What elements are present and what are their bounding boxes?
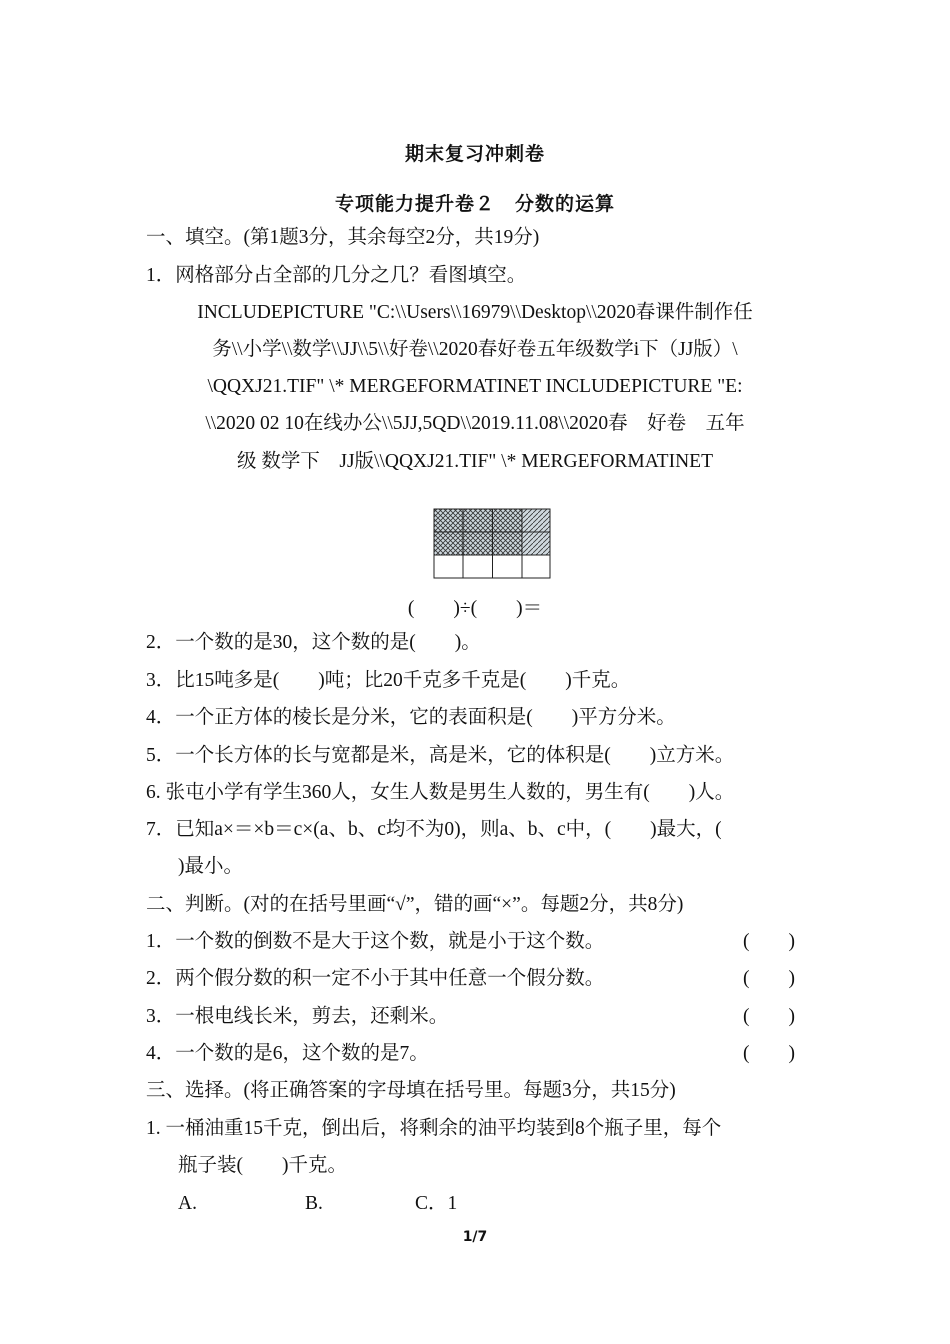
- section2-heading: 二、判断。(对的在括号里画“√”，错的画“×”。每题2分，共8分): [146, 894, 684, 915]
- judge-item-2: 2．两个假分数的积一定不小于其中任意一个假分数。: [146, 968, 605, 989]
- question-6: 6. 张屯小学有学生360人，女生人数是男生人数的，男生有( )人。: [146, 782, 735, 803]
- judge-item-4: 4．一个数的是6，这个数的是7。: [146, 1043, 429, 1064]
- question-5: 5．一个长方体的长与宽都是米，高是米，它的体积是( )立方米。: [146, 745, 735, 766]
- field-code-line: INCLUDEPICTURE "C:\\Users\\16979\\Desktop\\2020春课件制作任: [197, 302, 753, 323]
- grid-figure: [433, 508, 551, 579]
- question-2: 2．一个数的是30，这个数的是( )。: [146, 632, 481, 653]
- choice-question-1-cont: 瓶子装( )千克。: [178, 1155, 347, 1176]
- question-4: 4．一个正方体的棱长是分米，它的表面积是( )平方分米。: [146, 707, 676, 728]
- page-number: 1/7: [462, 1229, 488, 1245]
- option-c: C．1: [415, 1193, 458, 1214]
- question-7-cont: )最小。: [178, 856, 243, 877]
- field-code-line: \\2020 02 10在线办公\\5JJ,5QD\\2019.11.08\\2020春 好卷 五年: [205, 413, 745, 434]
- question-3: 3．比15吨多是( )吨；比20千克多千克是( )千克。: [146, 670, 631, 691]
- answer-paren: ( ): [743, 1006, 795, 1027]
- option-b: B.: [305, 1193, 323, 1214]
- field-code-line: \QQXJ21.TIF" \* MERGEFORMATINET INCLUDEPICTURE "E:: [207, 376, 743, 397]
- doc-subtitle: 专项能力提升卷２ 分数的运算: [334, 194, 615, 215]
- doc-title: 期末复习冲刺卷: [404, 144, 545, 165]
- question-1: 1．网格部分占全部的几分之几？看图填空。: [146, 265, 527, 286]
- section3-heading: 三、选择。(将正确答案的字母填在括号里。每题3分，共15分): [146, 1080, 676, 1101]
- question-7: 7．已知a×＝×b＝c×(a、b、c均不为0)，则a、b、c中，( )最大，(: [146, 819, 722, 840]
- judge-item-3: 3．一根电线长米，剪去，还剩米。: [146, 1006, 449, 1027]
- answer-paren: ( ): [743, 968, 795, 989]
- section1-heading: 一、填空。(第1题3分，其余每空2分，共19分): [146, 227, 540, 248]
- field-code-line: 务\\小学\\数学\\JJ\\5\\好卷\\2020春好卷五年级数学i下（JJ版）\: [212, 339, 738, 360]
- answer-paren: ( ): [743, 1043, 795, 1064]
- grid-answer-formula: ( )÷( )＝: [407, 598, 543, 619]
- field-code-line: 级 数学下 JJ版\\QQXJ21.TIF" \* MERGEFORMATINET: [237, 451, 713, 472]
- option-a: A.: [178, 1193, 197, 1214]
- answer-paren: ( ): [743, 931, 795, 952]
- choice-question-1: 1. 一桶油重15千克，倒出后，将剩余的油平均装到8个瓶子里，每个: [146, 1118, 722, 1139]
- judge-item-1: 1．一个数的倒数不是大于这个数，就是小于这个数。: [146, 931, 605, 952]
